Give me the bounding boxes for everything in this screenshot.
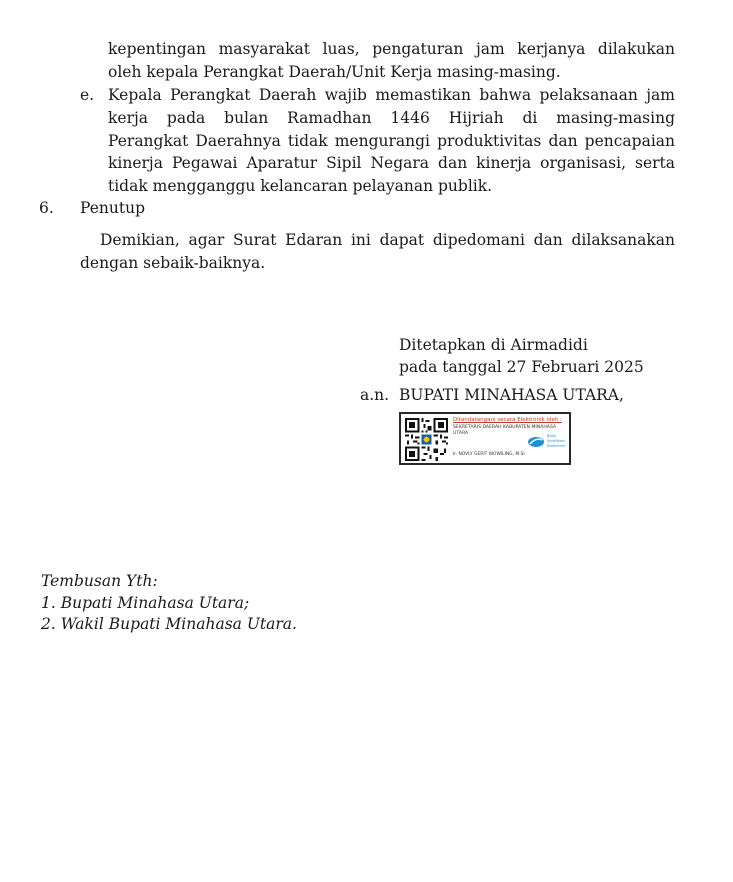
- section-6-number: 6.: [39, 199, 54, 217]
- esign-position-line-1: SEKRETARIS DAERAH KABUPATEN MINAHASA: [453, 425, 557, 430]
- item-e-line-1: Kepala Perangkat Daerah wajib memastikan bahwa pelaksanaan jam: [108, 86, 675, 104]
- continuation-line-2: oleh kepala Perangkat Daerah/Unit Kerja masing-masing.: [108, 63, 561, 81]
- bsre-logo-text-1: Balai: [547, 434, 556, 438]
- bsre-logo-text-2: Sertifikasi: [547, 439, 565, 443]
- closing-line-1: Demikian, agar Surat Edaran ini dapat dipedomani dan dilaksanakan: [100, 231, 675, 249]
- cc-item-2: 2. Wakil Bupati Minahasa Utara.: [41, 615, 297, 633]
- item-e-line-3: Perangkat Daerahnya tidak mengurangi produktivitas dan pencapaian: [108, 132, 675, 150]
- continuation-line-1: kepentingan masyarakat luas, pengaturan jam kerjanya dilakukan: [108, 40, 675, 58]
- qr-code-icon: [405, 418, 448, 461]
- signature-an-prefix: a.n.: [360, 386, 390, 404]
- esign-header: Ditandatangani secara Elektronik oleh :: [453, 417, 562, 423]
- section-6-title: Penutup: [80, 199, 146, 217]
- cc-item-1: 1. Bupati Minahasa Utara;: [41, 594, 250, 612]
- item-e-line-2: kerja pada bulan Ramadhan 1446 Hijriah di masing-masing: [108, 109, 675, 127]
- closing-line-2: dengan sebaik-baiknya.: [80, 254, 266, 272]
- esign-position-line-2: UTARA: [453, 431, 469, 436]
- item-e-label: e.: [80, 86, 95, 104]
- signature-official: BUPATI MINAHASA UTARA,: [399, 386, 624, 404]
- signature-place: Ditetapkan di Airmadidi: [399, 336, 588, 354]
- cc-title: Tembusan Yth:: [41, 572, 158, 590]
- item-e-line-5: tidak mengganggu kelancaran pelayanan publik.: [108, 177, 493, 195]
- item-e-line-4: kinerja Pegawai Aparatur Sipil Negara dan kinerja organisasi, serta: [108, 154, 675, 172]
- bsre-logo-text-3: Elektronik: [547, 444, 565, 448]
- bsre-logo-icon: [527, 436, 545, 448]
- electronic-signature-box: [399, 412, 571, 465]
- signature-date: pada tanggal 27 Februari 2025: [399, 358, 644, 376]
- esign-name: Ir. NOVLY GERIT WOWILING, M.SI: [453, 452, 525, 457]
